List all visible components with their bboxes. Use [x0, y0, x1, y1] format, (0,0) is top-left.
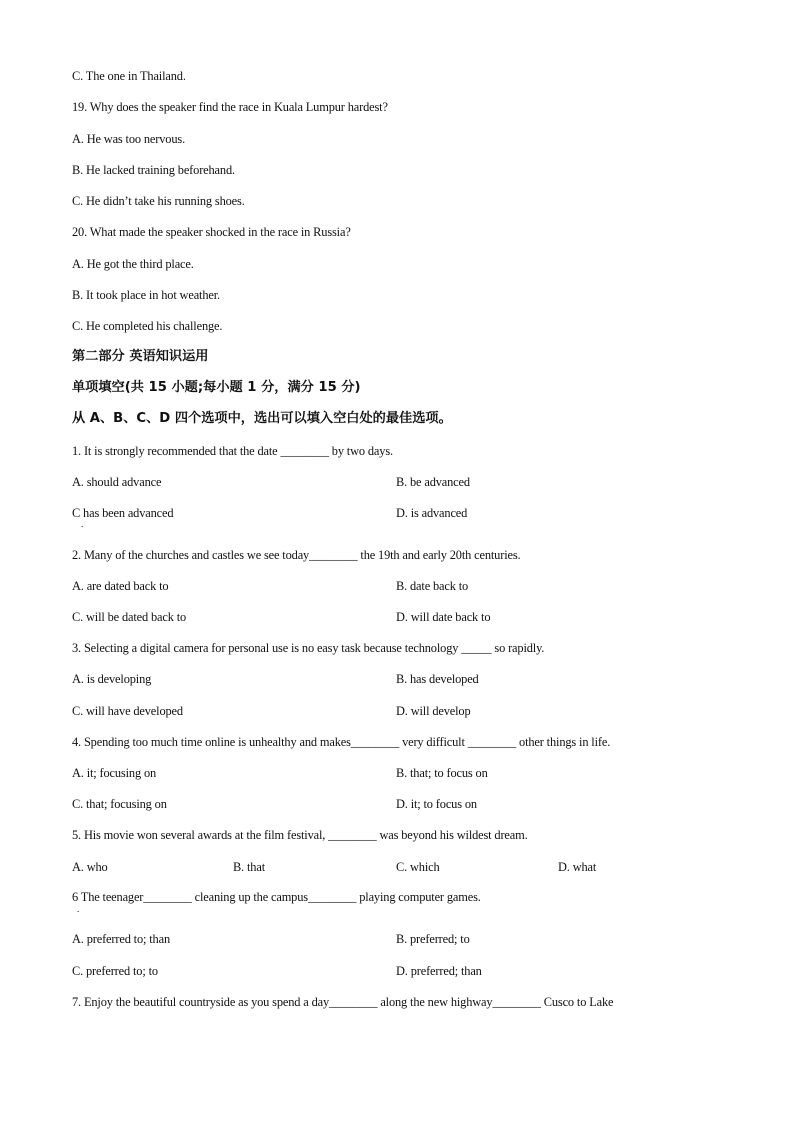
- q20-option-c: C. He completed his challenge.: [72, 319, 223, 333]
- q2-option-a: A. are dated back to: [72, 579, 169, 593]
- q2-option-b: B. date back to: [396, 579, 469, 593]
- q7-stem: 7. Enjoy the beautiful countryside as you spend a day________ along the new highway________ Cusco to Lake: [72, 995, 614, 1009]
- section-subtitle: 单项填空(共 15 小题;每小题 1 分，满分 15 分): [72, 380, 361, 395]
- q1-stem: 1. It is strongly recommended that the date ________ by two days.: [72, 444, 393, 458]
- q2-option-c: C. will be dated back to: [72, 610, 187, 624]
- q1-option-c: C has been advanced: [72, 506, 174, 520]
- q6-option-d: D. preferred; than: [396, 964, 482, 978]
- q3-option-b: B. has developed: [396, 672, 479, 686]
- q6-stem: 6 The teenager________ cleaning up the campus________ playing computer games.: [72, 890, 481, 904]
- q20-stem: 20. What made the speaker shocked in the race in Russia?: [72, 225, 351, 239]
- q5-option-b: B. that: [233, 860, 265, 874]
- q3-option-d: D. will develop: [396, 704, 471, 718]
- q6-option-c: C. preferred to; to: [72, 964, 158, 978]
- q2-option-d: D. will date back to: [396, 610, 491, 624]
- q19-option-c: C. He didn’t take his running shoes.: [72, 194, 245, 208]
- q6-option-b: B. preferred; to: [396, 932, 470, 946]
- q4-option-b: B. that; to focus on: [396, 766, 488, 780]
- q4-option-a: A. it; focusing on: [72, 766, 157, 780]
- q19-option-b: B. He lacked training beforehand.: [72, 163, 235, 177]
- section-instruction: 从 A、B、C、D 四个选项中，选出可以填入空白处的最佳选项。: [72, 411, 452, 426]
- q19-stem: 19. Why does the speaker find the race in Kuala Lumpur hardest?: [72, 100, 388, 114]
- q18-option-c: C. The one in Thailand.: [72, 69, 186, 83]
- q1-option-a: A. should advance: [72, 475, 162, 489]
- q3-stem: 3. Selecting a digital camera for personal use is no easy task because technology _____ so rapidly.: [72, 641, 545, 655]
- q6-option-a: A. preferred to; than: [72, 932, 170, 946]
- q3-option-a: A. is developing: [72, 672, 152, 686]
- q2-stem: 2. Many of the churches and castles we see today________ the 19th and early 20th centuries.: [72, 548, 521, 562]
- section-part-title: 第二部分 英语知识运用: [72, 349, 209, 364]
- q1-option-d: D. is advanced: [396, 506, 468, 520]
- q20-option-b: B. It took place in hot weather.: [72, 288, 220, 302]
- stray-dot: .: [77, 904, 80, 914]
- q3-option-c: C. will have developed: [72, 704, 183, 718]
- q5-option-a: A. who: [72, 860, 108, 874]
- stray-dot: .: [81, 519, 84, 529]
- q19-option-a: A. He was too nervous.: [72, 132, 186, 146]
- q20-option-a: A. He got the third place.: [72, 257, 194, 271]
- q5-option-c: C. which: [396, 860, 440, 874]
- q5-stem: 5. His movie won several awards at the film festival, ________ was beyond his wildest dream.: [72, 828, 528, 842]
- q4-option-c: C. that; focusing on: [72, 797, 167, 811]
- q4-stem: 4. Spending too much time online is unhealthy and makes________ very difficult ________ other things in life.: [72, 735, 611, 749]
- q1-option-b: B. be advanced: [396, 475, 470, 489]
- q4-option-d: D. it; to focus on: [396, 797, 477, 811]
- q5-option-d: D. what: [558, 860, 597, 874]
